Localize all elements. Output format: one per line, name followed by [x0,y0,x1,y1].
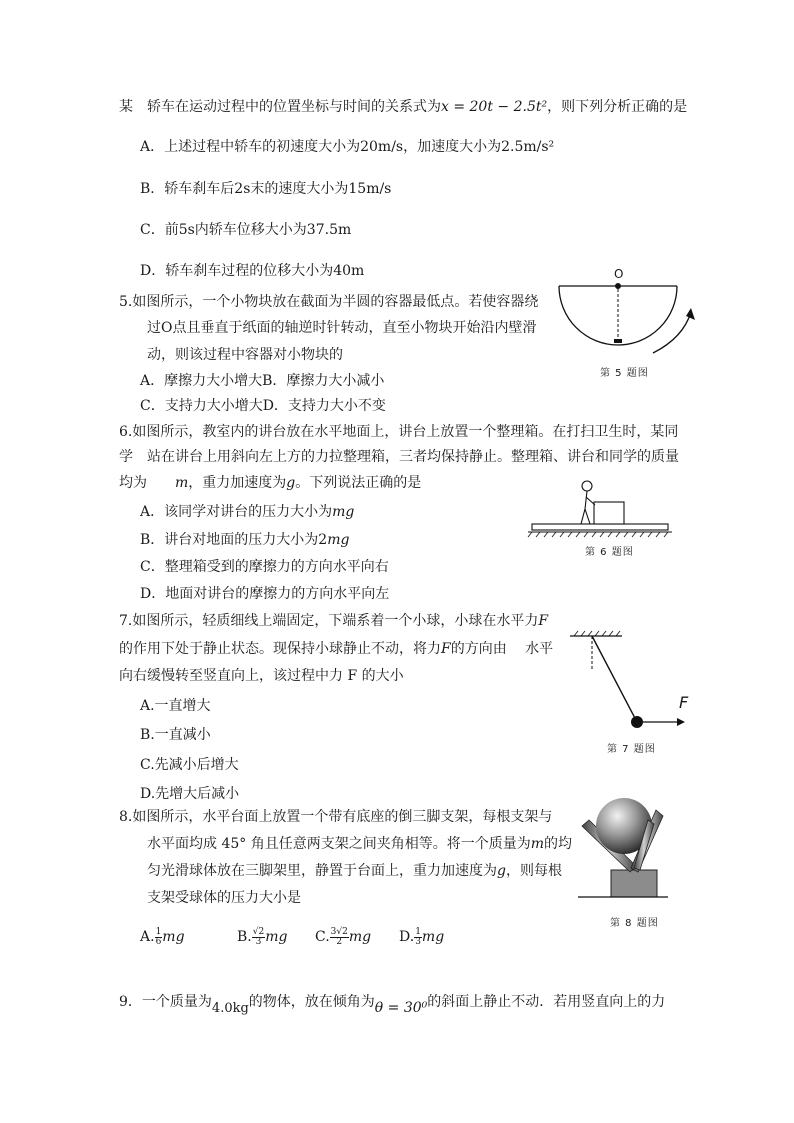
q5-arrow-head [686,308,695,320]
q5-figure [555,268,705,363]
q7-line-1 [119,612,548,630]
q8-option-b-den: 3 [255,936,262,947]
q8-figure [578,790,670,900]
q8-option-b-label: B. [237,929,252,945]
q9-line [119,990,665,1015]
q5-line-3: 动，则该过程中容器对小物块的 [147,347,343,363]
q8-option-d-num: 1 [415,926,421,937]
q7-line-2 [119,640,553,658]
q8-option-b-mg: mg [265,929,288,945]
q9-mass: 4.0kg [211,1001,249,1016]
q7-string [592,636,637,722]
q9-text-c: 的斜面上静止不动．若用竖直向上的力 [427,994,666,1010]
q8-line-2-a: 水平面均成 45° 角且任意两支架之间夹角相等。将一个质量为 [147,836,531,852]
q7-line-2-b: 的方向由 水平 [450,641,554,657]
q8-g-symbol: g [497,863,506,879]
q4-option-c: C．前5s内轿车位移大小为37.5m [140,222,352,238]
q7-line-2-a: 的作用下处于静止状态。现保持小球静止不动，将力 [119,641,441,657]
q5-line-1: 5.如图所示，一个小物块放在截面为半圆的容器最低点。若使容器绕 [119,294,539,310]
q8-line-3-a: 匀光滑球体放在三脚架里，静置于台面上，重力加速度为 [147,863,497,879]
q8-line-3-b: ，则每根 [505,863,562,879]
q6-line-3-a: 均为 [119,475,147,491]
q8-option-c-mg: mg [348,929,372,945]
q6-mass-symbol: m [175,475,189,491]
q8-mass-symbol: m [530,836,544,852]
q8-option-c-num: 3√2 [330,926,348,937]
q5-pivot-label: O [614,267,624,281]
q8-option-d-fraction [414,928,422,947]
q8-option-c-fraction [330,928,349,947]
q5-block [614,339,622,343]
q6-option-a-text: A．该同学对讲台的压力大小为 [140,504,333,520]
q6-option-b [140,531,349,549]
q9-angle: θ = 30⁰ [374,1000,428,1016]
q7-line-3: 向右缓慢转至竖直向上，该过程中力 F 的大小 [119,668,404,684]
q7-figure [568,628,693,730]
q5-options-cd: C．支持力大小增大D．支持力大小不变 [140,398,386,414]
q8-line-2 [147,835,572,853]
q6-g-symbol: g [286,475,296,491]
q7-option-a: A.一直增大 [140,698,211,714]
q5-pivot-point [615,283,621,289]
q8-option-b [237,926,287,948]
q6-line-3 [119,474,421,492]
q8-line-2-b: 的均 [544,836,572,852]
q4-formula: x = 20t − 2.5t² [441,99,548,115]
q8-option-d-label: D. [399,929,415,945]
q6-line-3-b: ，重力加速度为 [188,475,287,491]
q8-option-b-num: √2 [252,926,265,937]
q8-line-3 [147,862,562,880]
q4-stem-tail: ，则下列分析正确的是 [547,99,688,115]
q5-options-ab: A．摩擦力大小增大B．摩擦力大小减小 [140,373,385,389]
q6-figure [528,476,673,538]
q5-caption: 第 5 题图 [600,368,649,379]
q6-option-a-math: mg [332,504,355,520]
q8-option-a [140,926,185,948]
q5-line-2: 过O点且垂直于纸面的轴逆时针转动，直至小物块开始沿内壁滑 [147,320,537,336]
q7-force-arrow-head [677,718,685,726]
q8-option-b-fraction [252,928,265,947]
q8-option-a-den: 6 [155,936,162,947]
q6-option-d: D．地面对讲台的摩擦力的方向水平向左 [140,586,390,602]
q6-option-b-text: B．讲台对地面的压力大小为2 [140,532,328,548]
q7-line-1-text: 7.如图所示，轻质细线上端固定，下端系着一个小球，小球在水平力 [119,613,539,629]
q8-caption: 第 8 题图 [610,918,659,929]
q8-option-d [399,926,444,948]
q9-text-a: 9．一个质量为 [119,994,212,1010]
q8-line-1: 8.如图所示，水平台面上放置一个带有底座的倒三脚支架，每根支架与 [119,809,553,825]
q9-text-b: 的物体，放在倾角为 [248,994,375,1010]
q7-force-symbol: F [538,613,549,629]
q6-ground-hatch [528,532,668,537]
q8-option-d-mg: mg [421,929,445,945]
q7-ball [631,716,643,728]
q8-line-4: 支架受球体的压力大小是 [147,890,301,906]
q7-option-d: D.先增大后减小 [140,786,240,802]
q8-base [611,870,657,897]
q4-stem [119,98,687,116]
q4-option-b: B．轿车刹车后2s末的速度大小为15m/s [140,181,392,197]
q7-force-symbol-2: F [441,641,451,657]
q4-option-a: A．上述过程中轿车的初速度大小为20m/s，加速度大小为2.5m/s² [140,139,555,155]
q6-option-c: C．整理箱受到的摩擦力的方向水平向右 [140,559,389,575]
q6-line-3-c: 。下列说法正确的是 [295,475,422,491]
q6-podium [532,524,668,530]
q7-force-label: F [679,693,689,712]
q8-option-a-num: 1 [155,926,162,937]
q6-line-1: 6.如图所示，教室内的讲台放在水平地面上，讲台上放置一个整理箱。在打扫卫生时，某同 [119,424,679,440]
q6-option-a [140,503,354,521]
q8-option-c-den: 2 [336,936,343,947]
q7-caption: 第 7 题图 [607,744,656,755]
q8-option-a-mg: mg [162,929,185,945]
q6-option-b-math: mg [327,532,350,548]
q6-line-2: 学 站在讲台上用斜向左上方的力拉整理箱，三者均保持静止。整理箱、讲台和同学的质量 [119,449,679,465]
q8-option-c-label: C. [315,929,330,945]
q7-option-b: B.一直减小 [140,727,211,743]
q4-option-d: D．轿车刹车过程的位移大小为40m [140,263,365,279]
q7-option-c: C.先减小后增大 [140,757,239,773]
q6-caption: 第 6 题图 [585,547,634,558]
q8-option-d-den: 3 [415,936,421,947]
q5-rotation-arrow [653,312,691,353]
q8-option-a-label: A. [140,929,155,945]
q6-student [581,481,595,524]
q4-stem-text: 某 轿车在运动过程中的位置坐标与时间的关系式为 [119,99,441,115]
q6-storage-box [594,502,624,524]
q8-option-c [315,926,371,948]
q7-ceiling-hatch [574,631,620,636]
